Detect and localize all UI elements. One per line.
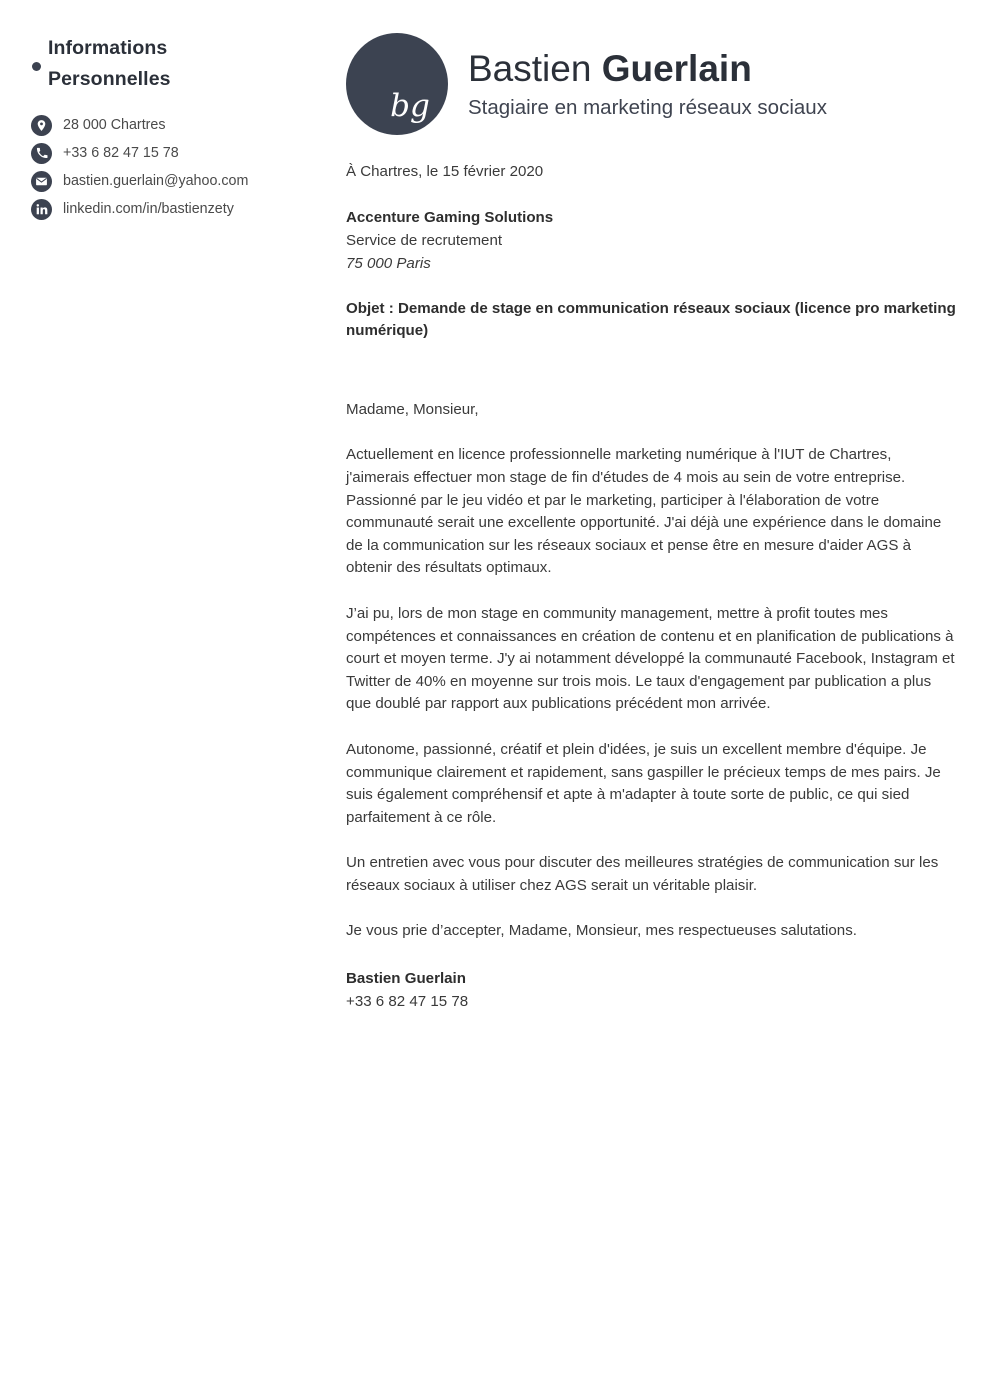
job-title: Stagiaire en marketing réseaux sociaux: [468, 96, 827, 119]
personal-information-section-header: [29, 33, 326, 95]
body-paragraph-3: Autonome, passionné, créatif et plein d'idées, je suis un excellent membre d'équipe. Je communique clairement et rapidement, sans gaspiller le précieux temps de mes pairs. Je suis également compréhensif et apte à m'adapter à toute sorte de public, ce qui sied parfaitement à ce rôle.: [346, 740, 941, 826]
recipient-department: Service de recrutement: [346, 231, 503, 249]
body-paragraph-2: J’ai pu, lors de mon stage en community management, mettre à profit toutes mes compétences et connaissances en création de contenu et en planification de publications à court et moyen terme. J'y ai notamment développé la communauté Facebook, Instagram et Twitter de 40% en moyenne sur trois mois. Le taux d'engagement par publication a plus que doublé par rapport aux publications précédent mon arrivée.: [346, 604, 955, 713]
bullet-dot-icon: [32, 62, 41, 71]
linkedin-icon: [31, 199, 52, 220]
phone-icon: [31, 143, 52, 164]
recipient-block: [346, 206, 958, 275]
letter-header: [346, 33, 958, 135]
recipient-city: 75 000 Paris: [346, 254, 431, 272]
location-pin-icon: [31, 115, 52, 136]
letter-main: [346, 0, 990, 1013]
contact-item-phone: [31, 139, 326, 167]
body-paragraph-1: Actuellement en licence professionnelle marketing numérique à l'IUT de Chartres, j'aimerais effectuer mon stage de fin d'études de 4 mois au sein de votre entreprise. Passionné par le jeu vidéo et par le marketing, participer à l'élaboration de votre communauté serait une excellente opportunité. J'ai déjà une expérience dans le domaine de la communication sur les réseaux sociaux et pense être en mesure d'aider AGS à obtenir des résultats optimaux.: [346, 446, 942, 577]
signature-block: [346, 967, 958, 1013]
recipient-company: Accenture Gaming Solutions: [346, 208, 554, 226]
contact-item-linkedin: [31, 195, 326, 223]
closing-line: Je vous prie d’accepter, Madame, Monsieur, mes respectueuses salutations.: [346, 922, 857, 940]
subject-line: Objet : Demande de stage en communication réseaux sociaux (licence pro marketing numérique): [346, 299, 956, 340]
last-name: Guerlain: [601, 48, 752, 89]
first-name: Bastien: [468, 48, 602, 89]
section-title-line-2: Personnelles: [48, 68, 171, 90]
contact-item-address: [31, 111, 326, 139]
contact-linkedin-text: linkedin.com/in/bastienzety: [63, 201, 234, 217]
signature-name: Bastien Guerlain: [346, 970, 466, 988]
salutation: Madame, Monsieur,: [346, 400, 479, 418]
body-paragraph-4: Un entretien avec vous pour discuter des meilleures stratégies de communication sur les réseaux sociaux à utiliser chez AGS serait un véritable plaisir.: [346, 854, 939, 894]
signature-phone: +33 6 82 47 15 78: [346, 993, 469, 1011]
date-line: À Chartres, le 15 février 2020: [346, 163, 544, 180]
contact-list: [29, 111, 326, 223]
contact-email-text: bastien.guerlain@yahoo.com: [63, 173, 249, 189]
contact-address-text: 28 000 Chartres: [63, 117, 166, 133]
contact-phone-text: +33 6 82 47 15 78: [63, 145, 179, 161]
section-title-line-1: Informations: [48, 37, 168, 59]
contact-item-email: [31, 167, 326, 195]
sidebar: [0, 0, 346, 223]
avatar-initials: bg: [390, 88, 430, 124]
name-block: [468, 45, 827, 123]
letter-body: [346, 161, 958, 1013]
envelope-icon: [31, 171, 52, 192]
page-title: [468, 47, 827, 90]
avatar: [346, 33, 448, 135]
